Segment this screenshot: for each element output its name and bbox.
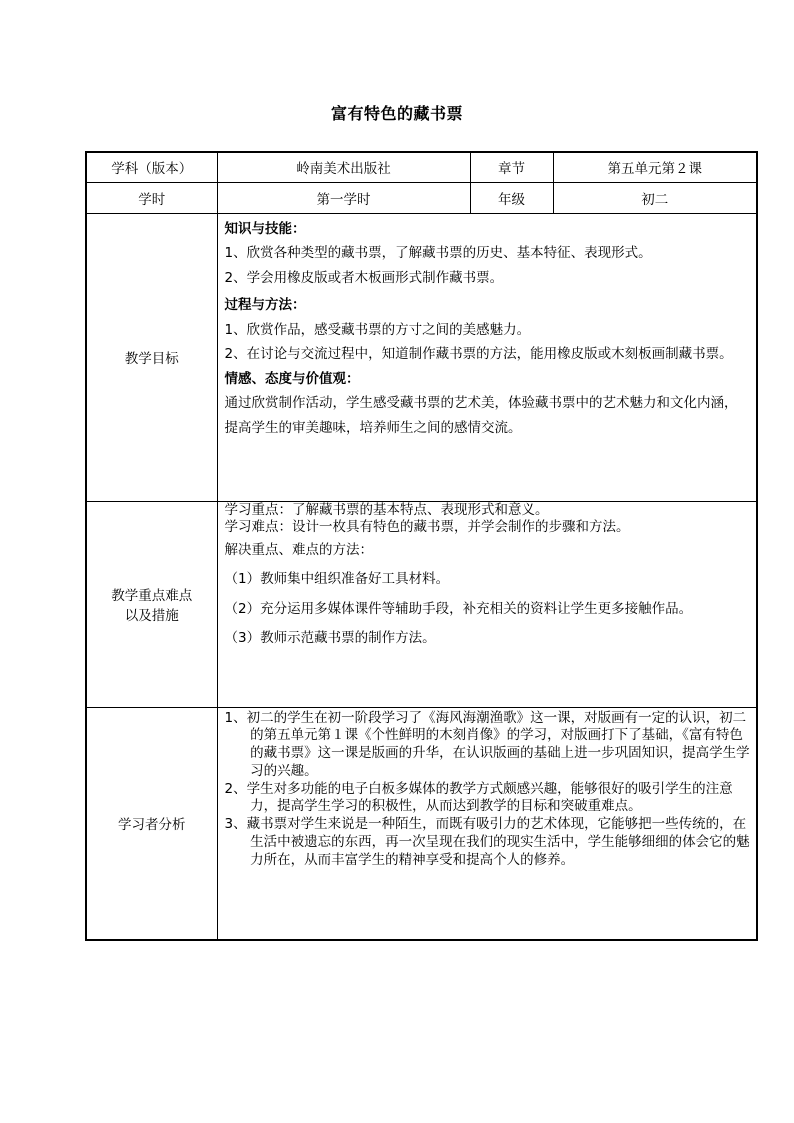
- keypoints-method: 解决重点、难点的方法：: [224, 541, 373, 558]
- chapter-label: 章节: [470, 152, 553, 182]
- learners-paragraph-3: 3、藏书票对学生来说是一种陌生，而既有吸引力的艺术体现，它能够把一些传统的，在生活中被遗忘的东西，再一次呈现在我们的现实生活中，学生能够细细的体会它的魅力所在，从而丰富学生的精神享受和提高个人的修养。: [224, 816, 750, 868]
- objectives-heading-attitude: 情感、态度与价值观：: [224, 370, 360, 387]
- row-keypoints: [86, 501, 757, 707]
- objectives-knowledge-1: 1、欣赏各种类型的藏书票，了解藏书票的历史、基本特征、表现形式。: [224, 245, 652, 261]
- chapter-value: 第五单元第２课: [553, 152, 757, 182]
- keypoints-label-line1: 教学重点难点: [111, 588, 193, 604]
- grade-value: 初二: [553, 182, 757, 213]
- objectives-content: [217, 213, 757, 501]
- subject-value: 岭南美术出版社: [217, 152, 470, 182]
- subject-label: 学科（版本）: [86, 152, 217, 182]
- keypoints-difficulty: 学习难点：设计一枚具有特色的藏书票，并学会制作的步骤和方法。: [224, 519, 630, 535]
- row-objectives: [86, 213, 757, 501]
- period-label: 学时: [86, 182, 217, 213]
- objectives-knowledge-2: 2、学会用橡皮版或者木板画形式制作藏书票。: [224, 269, 504, 286]
- keypoints-content: [217, 501, 757, 707]
- keypoints-method-3: （3）教师示范藏书票的制作方法。: [224, 630, 436, 646]
- objectives-heading-knowledge: 知识与技能：: [224, 220, 306, 237]
- learners-content: [217, 707, 757, 940]
- grade-label: 年级: [470, 182, 553, 213]
- objectives-process-2: 2、在讨论与交流过程中，知道制作藏书票的方法，能用橡皮版或木刻板画制藏书票。: [224, 346, 733, 362]
- row-period: [86, 182, 757, 213]
- learners-paragraph-2: 2、学生对多功能的电子白板多媒体的教学方式颇感兴趣，能够很好的吸引学生的注意力，提高学生学习的积极性，从而达到教学的目标和突破重难点。: [224, 780, 733, 815]
- keypoints-label-line2: 以及措施: [124, 608, 179, 624]
- row-subject: [86, 152, 757, 182]
- document-title: 富有特色的藏书票: [330, 104, 463, 123]
- lesson-plan-table: [85, 151, 758, 941]
- objectives-label: 教学目标: [86, 213, 217, 501]
- row-learners: [86, 707, 757, 940]
- keypoints-method-1: （1）教师集中组织准备好工具材料。: [224, 571, 450, 587]
- keypoints-focus: 学习重点：了解藏书票的基本特点、表现形式和意义。: [224, 501, 549, 518]
- objectives-process-1: 1、欣赏作品，感受藏书票的方寸之间的美感魅力。: [224, 321, 531, 338]
- keypoints-label: [86, 501, 217, 707]
- objectives-heading-process: 过程与方法：: [224, 297, 306, 313]
- keypoints-method-2: （2）充分运用多媒体课件等辅助手段，补充相关的资料让学生更多接触作品。: [224, 600, 693, 617]
- learners-paragraph-1: 1、初二的学生在初一阶段学习了《海风海潮渔歌》这一课，对版画有一定的认识，初二的第五单元第１课《个性鲜明的木刻肖像》的学习，对版画打下了基础，《富有特色的藏书票》这一课是版画的升华，在认识版画的基础上进一步巩固知识，提高学生学习的兴趣。: [224, 709, 750, 779]
- period-value: 第一学时: [217, 182, 470, 213]
- objectives-attitude-text: 通过欣赏制作活动，学生感受藏书票的艺术美，体验藏书票中的艺术魅力和文化内涵，提高学生的审美趣味，培养师生之间的感情交流。: [224, 395, 738, 436]
- learners-label: 学习者分析: [86, 707, 217, 940]
